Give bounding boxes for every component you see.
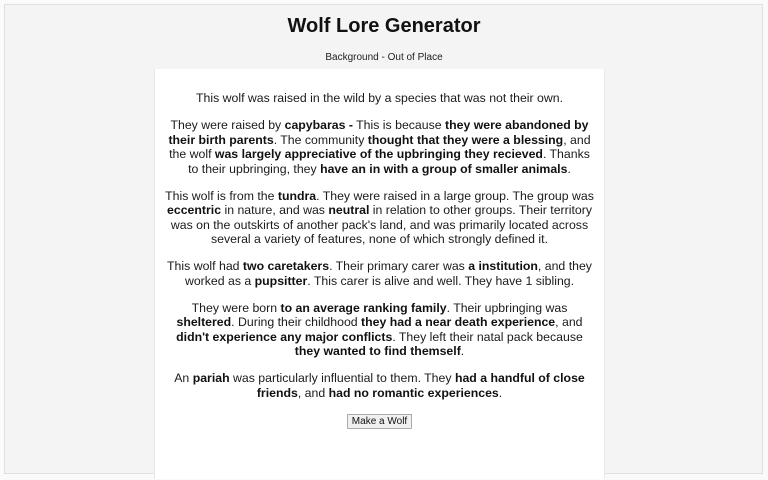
romance: had no romantic experiences <box>328 385 499 400</box>
text: . They were raised in a large group. The group was <box>316 188 594 203</box>
carer-job: pupsitter <box>254 273 308 288</box>
text: . <box>498 385 503 400</box>
text: This wolf is from the <box>165 188 278 203</box>
text: . This carer is alive and well. They have 1 sibling. <box>307 273 575 288</box>
lore-paragraph-relationships <box>165 371 594 400</box>
lore-paragraph-childhood <box>165 301 594 359</box>
text: . Their primary carer was <box>329 259 469 273</box>
text: . <box>567 161 571 176</box>
text: . During their childhood <box>231 315 362 329</box>
text: in nature, and was <box>221 203 329 217</box>
make-a-wolf-button[interactable]: Make a Wolf <box>347 414 412 429</box>
lore-paragraph-caretakers <box>165 259 594 288</box>
text: This is because <box>352 118 446 132</box>
lore-paragraph-raising <box>165 118 594 176</box>
leave-reason: they wanted to find themself <box>294 344 461 358</box>
abandon-reason: they were abandoned by their birth parents <box>168 118 589 147</box>
upbringing-type: sheltered <box>176 315 232 329</box>
lore-paragraph-origin <box>165 189 594 247</box>
text: . Their upbringing was <box>446 300 568 315</box>
text: . Thanks to their upbringing, they <box>188 147 590 176</box>
text: , and they worked as a <box>184 259 592 288</box>
influential-figure: pariah <box>192 371 230 385</box>
primary-carer: a institution <box>468 259 538 273</box>
lore-paragraph-intro: This wolf was raised in the wild by a species that was not their own. <box>195 91 564 105</box>
page-subtitle: Background - Out of Place <box>325 52 443 63</box>
text: . <box>460 344 465 358</box>
childhood-event: they had a near death experience <box>361 315 556 329</box>
upbringing-benefit: have an in with a group of smaller animals <box>320 161 568 176</box>
text: . They left their natal pack because <box>392 329 583 344</box>
text: . The community <box>273 132 368 147</box>
family-rank: to an average ranking family <box>280 300 447 315</box>
text: was particularly influential to them. They <box>229 371 455 385</box>
text: An <box>174 371 193 385</box>
friendships: had a handful of close friends <box>256 371 585 400</box>
text: , and the wolf <box>169 132 591 161</box>
group-relation: neutral <box>328 203 370 217</box>
text: , and <box>555 315 583 329</box>
group-nature: eccentric <box>167 203 222 217</box>
conflict-history: didn't experience any major conflicts <box>176 329 393 344</box>
page-title: Wolf Lore Generator <box>287 15 481 37</box>
wolf-attitude: was largely appreciative of the upbringing they recieved <box>214 147 543 161</box>
community-view: thought that they were a blessing <box>367 132 564 147</box>
biome: tundra <box>277 188 317 203</box>
lore-panel <box>154 69 605 479</box>
caretaker-count: two caretakers <box>242 259 330 273</box>
text: They were raised by <box>170 118 285 132</box>
text: , and <box>297 385 329 400</box>
text: They were born <box>191 300 281 315</box>
text: in relation to other groups. Their territory was on the outskirts of another pack's land, and was primarily located across several a variety of features, none of which strongly defined it. <box>170 203 592 246</box>
raised-by-species: capybaras - <box>284 118 353 132</box>
text: This wolf had <box>167 259 243 273</box>
